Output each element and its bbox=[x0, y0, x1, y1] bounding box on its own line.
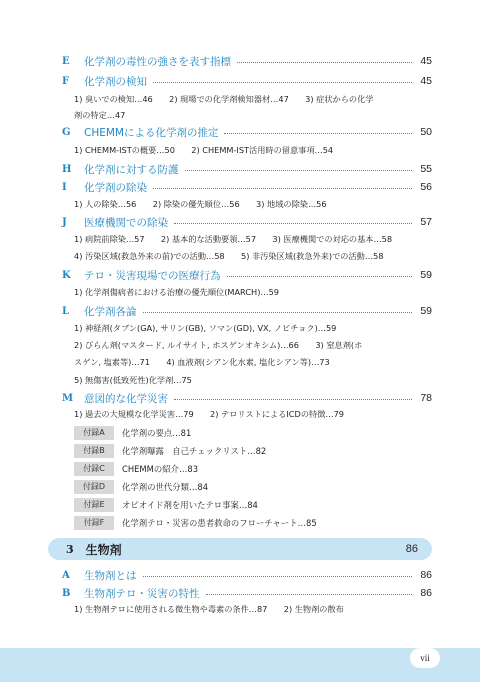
toc-section-h[interactable] bbox=[62, 161, 432, 177]
toc-section-k[interactable] bbox=[62, 267, 432, 283]
toc-section-i[interactable] bbox=[62, 179, 432, 195]
toc-subentry[interactable]: 剤の特定…47 bbox=[74, 110, 126, 120]
section-title: 化学剤に対する防護 bbox=[84, 163, 179, 176]
chapter-page: 86 bbox=[405, 543, 418, 555]
appendix-tag: 付録E bbox=[74, 498, 114, 512]
toc-section-g[interactable] bbox=[62, 124, 432, 140]
section-title: 化学剤の除染 bbox=[84, 181, 147, 194]
appendix-tag: 付録F bbox=[74, 516, 114, 530]
appendix-e[interactable] bbox=[74, 498, 404, 512]
section-title: 生物剤テロ・災害の特性 bbox=[84, 587, 200, 600]
section-title: 生物剤とは bbox=[84, 569, 137, 582]
section-letter: L bbox=[62, 305, 70, 317]
toc-section-l[interactable] bbox=[62, 303, 432, 319]
section-page: 45 bbox=[420, 75, 432, 87]
leader-dots bbox=[174, 223, 412, 224]
section-letter: H bbox=[62, 163, 72, 175]
section-title: 化学剤各論 bbox=[84, 305, 137, 318]
toc-section-e[interactable] bbox=[62, 53, 432, 69]
leader-dots bbox=[227, 276, 413, 277]
appendix-text: 化学剤の要点…81 bbox=[122, 428, 192, 438]
section-page: 86 bbox=[420, 587, 432, 599]
section-letter: B bbox=[62, 587, 71, 599]
chapter-title: 生物剤 bbox=[85, 542, 122, 557]
leader-dots bbox=[185, 170, 413, 171]
section-title: 意図的な化学災害 bbox=[84, 392, 168, 405]
section-page: 86 bbox=[420, 569, 432, 581]
chapter-number: 3 bbox=[66, 542, 74, 556]
leader-dots bbox=[143, 576, 413, 577]
section-page: 57 bbox=[420, 216, 432, 228]
appendix-tag: 付録A bbox=[74, 426, 114, 440]
section-letter: A bbox=[62, 569, 70, 581]
toc-section-b[interactable] bbox=[62, 585, 432, 601]
toc-section-a[interactable] bbox=[62, 567, 432, 583]
toc-section-j[interactable] bbox=[62, 214, 432, 230]
appendix-c[interactable] bbox=[74, 462, 404, 476]
appendix-f[interactable] bbox=[74, 516, 404, 530]
appendix-text: オピオイド剤を用いたテロ事案…84 bbox=[122, 500, 258, 510]
toc-subentry[interactable]: 1) 臭いでの検知…46 2) 現場での化学剤検知器材…47 3) 症状からの化学 bbox=[74, 94, 374, 104]
appendix-d[interactable] bbox=[74, 480, 404, 494]
appendix-text: 化学剤曝露 自己チェックリスト…82 bbox=[122, 446, 267, 456]
appendix-tag: 付録B bbox=[74, 444, 114, 458]
toc-subentry[interactable]: 4) 汚染区域(救急外来の前)での活動…58 5) 非汚染区域(救急外来)での活動…58 bbox=[74, 251, 384, 261]
toc-section-m[interactable] bbox=[62, 390, 432, 406]
section-page: 78 bbox=[420, 392, 432, 404]
section-page: 50 bbox=[420, 126, 432, 138]
section-letter: M bbox=[62, 392, 74, 404]
leader-dots bbox=[143, 312, 413, 313]
appendix-tag: 付録C bbox=[74, 462, 114, 476]
section-title: 医療機関での除染 bbox=[84, 216, 168, 229]
section-page: 56 bbox=[420, 181, 432, 193]
chapter-heading[interactable] bbox=[48, 538, 432, 560]
appendix-b[interactable] bbox=[74, 444, 404, 458]
toc-subentry[interactable]: 1) 化学剤傷病者における治療の優先順位(MARCH)…59 bbox=[74, 287, 280, 297]
toc-subentry[interactable]: スゲン, 塩素等)…71 4) 血液剤(シアン化水素, 塩化シアン等)…73 bbox=[74, 357, 330, 367]
toc-subentry[interactable]: 1) CHEMM-ISTの概要…50 2) CHEMM-IST活用時の留意事項…54 bbox=[74, 145, 334, 155]
section-page: 55 bbox=[420, 163, 432, 175]
toc-subentry[interactable]: 1) 生物剤テロに使用される微生物や毒素の条件…87 2) 生物剤の散布 bbox=[74, 604, 344, 614]
appendix-text: CHEMMの紹介…83 bbox=[122, 464, 199, 474]
appendix-a[interactable] bbox=[74, 426, 404, 440]
section-title: CHEMMによる化学剤の推定 bbox=[84, 126, 219, 139]
toc-subentry[interactable]: 1) 過去の大規模な化学災害…79 2) テロリストによるICDの特徴…79 bbox=[74, 409, 344, 419]
leader-dots bbox=[153, 82, 412, 83]
section-letter: G bbox=[62, 126, 71, 138]
appendix-text: 化学剤の世代分類…84 bbox=[122, 482, 209, 492]
toc-subentry[interactable]: 2) びらん剤(マスタード, ルイサイト, ホスゲンオキシム)…66 3) 窒息剤(ホ bbox=[74, 340, 363, 350]
section-title: 化学剤の検知 bbox=[84, 75, 147, 88]
toc-section-f[interactable] bbox=[62, 73, 432, 89]
toc-subentry[interactable]: 1) 人の除染…56 2) 除染の優先順位…56 3) 地域の除染…56 bbox=[74, 199, 327, 209]
section-page: 59 bbox=[420, 269, 432, 281]
leader-dots bbox=[174, 399, 412, 400]
section-letter: J bbox=[62, 216, 67, 228]
section-page: 45 bbox=[420, 55, 432, 67]
section-letter: I bbox=[62, 181, 67, 193]
section-page: 59 bbox=[420, 305, 432, 317]
toc-subentry[interactable]: 1) 神経剤(タブン(GA), サリン(GB), ソマン(GD), VX, ノビチョク)…59 bbox=[74, 323, 337, 333]
leader-dots bbox=[206, 594, 413, 595]
section-letter: E bbox=[62, 55, 70, 67]
leader-dots bbox=[224, 133, 412, 134]
appendix-tag: 付録D bbox=[74, 480, 114, 494]
toc-subentry[interactable]: 5) 無傷害(低致死性)化学剤…75 bbox=[74, 375, 192, 385]
leader-dots bbox=[153, 188, 412, 189]
toc-subentry[interactable]: 1) 病院前除染…57 2) 基本的な活動要領…57 3) 医療機関での対応の基本…58 bbox=[74, 234, 393, 244]
section-title: テロ・災害現場での医療行為 bbox=[84, 269, 221, 282]
section-title: 化学剤の毒性の強さを表す指標 bbox=[84, 55, 231, 68]
footer-band bbox=[0, 648, 480, 682]
section-letter: K bbox=[62, 269, 71, 281]
page-number: vii bbox=[410, 648, 440, 668]
appendix-text: 化学剤テロ・災害の患者救命のフローチャート…85 bbox=[122, 518, 317, 528]
leader-dots bbox=[237, 62, 412, 63]
section-letter: F bbox=[62, 75, 70, 87]
